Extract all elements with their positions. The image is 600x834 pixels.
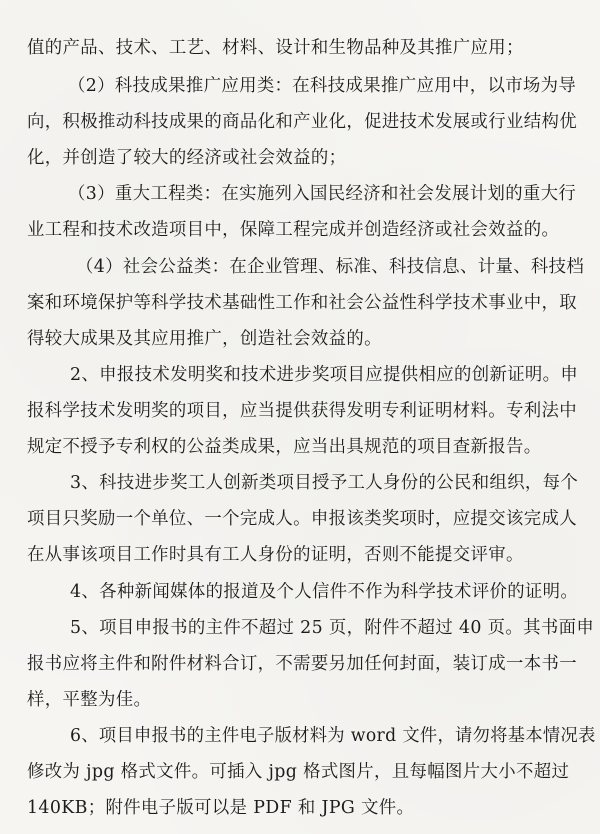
text-line: 4、各种新闻媒体的报道及个人信件不作为科学技术评价的证明。 [70, 582, 579, 602]
text-line: （2）科技成果推广应用类：在科技成果推广应用中，以市场为导 [68, 76, 577, 96]
text-line: 项目只奖励一个单位、一个完成人。申报该类奖项时，应提交该完成人 [27, 509, 577, 529]
text-line: 修改为 jpg 格式文件。可插入 jpg 格式图片，且每幅图片大小不超过 [27, 762, 570, 782]
text-line: 3、科技进步奖工人创新类项目授予工人身份的公民和组织，每个 [70, 473, 579, 493]
text-line: 向，积极推动科技成果的商品化和产业化，促进技术发展或行业结构优 [27, 112, 577, 132]
text-line: 在从事该项目工作时具有工人身份的证明，否则不能提交评审。 [27, 545, 524, 565]
text-line: 140KB；附件电子版可以是 PDF 和 JPG 文件。 [27, 798, 415, 818]
text-line: 2、申报技术发明奖和技术进步奖项目应提供相应的创新证明。申 [70, 365, 579, 385]
text-line: 得较大成果及其应用推广，创造社会效益的。 [27, 329, 382, 349]
text-line: （3）重大工程类：在实施列入国民经济和社会发展计划的重大行 [68, 184, 577, 204]
text-line: 化，并创造了较大的经济或社会效益的； [27, 148, 347, 168]
text-line: 案和环境保护等科学技术基础性工作和社会公益性科学技术事业中，取 [27, 293, 577, 313]
text-line: 业工程和技术改造项目中，保障工程完成并创造经济或社会效益的。 [27, 220, 560, 240]
text-line: 样，平整为佳。 [27, 690, 152, 710]
text-line: 6、项目申报书的主件电子版材料为 word 文件，请勿将基本情况表 [70, 726, 596, 746]
text-line: 5、项目申报书的主件不超过 25 页，附件不超过 40 页。其书面申 [70, 618, 595, 638]
text-line: 值的产品、技术、工艺、材料、设计和生物品种及其推广应用； [27, 38, 524, 58]
text-line: （4）社会公益类：在企业管理、标准、科技信息、计量、科技档 [76, 257, 585, 277]
text-line: 规定不授予专利权的公益类成果，应当出具规范的项目查新报告。 [27, 437, 542, 457]
text-line: 报科学技术发明奖的项目，应当提供获得发明专利证明材料。专利法中 [27, 401, 577, 421]
text-line: 报书应将主件和附件材料合订，不需要另加任何封面，装订成一本书一 [27, 654, 577, 674]
